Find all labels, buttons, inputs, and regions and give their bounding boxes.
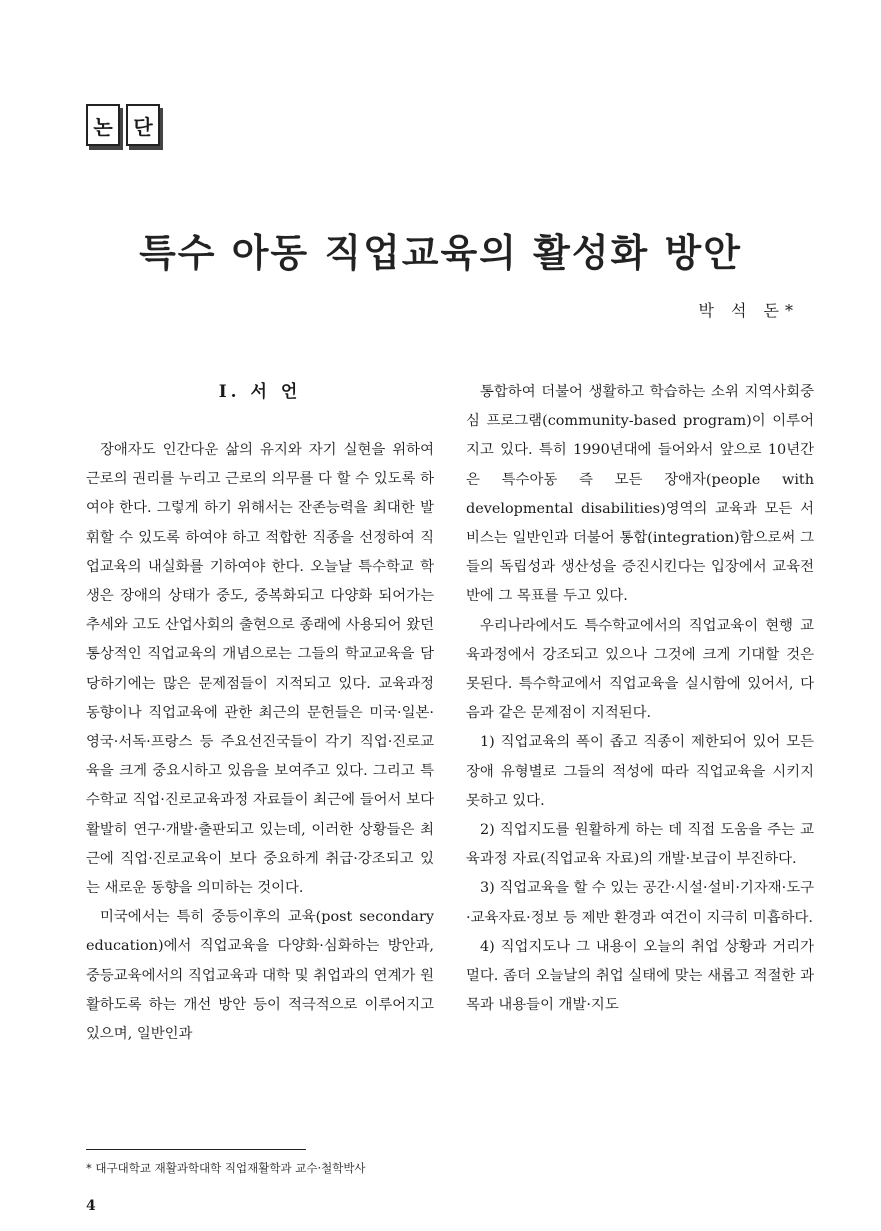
list-item-4: 4) 직업지도나 그 내용이 오늘의 취업 상황과 거리가 멀다. 좀더 오늘날의 취업 실태에 맞는 새롭고 적절한 과목과 내용들이 개발·지도 xyxy=(466,938,814,1014)
list-item-3: 3) 직업교육을 할 수 있는 공간·시설·설비·기자재·도구·교육자료·정보 등 제반 환경과 여건이 지극히 미흡하다. xyxy=(466,880,814,926)
footnote: * 대구대학교 재활과학대학 직업재활학과 교수·철학박사 xyxy=(86,1161,366,1175)
author-name: 박 석 돈* xyxy=(698,301,799,320)
left-paragraph-1: 장애자도 인간다운 삶의 유지와 자기 실현을 위하여 근로의 권리를 누리고 근로의 의무를 다 할 수 있도록 하여야 한다. 그렇게 하기 위해서는 잔존능력을 최대한 발휘할 수 있도록 하여야 하고 적합한 직종을 선정하여 직업교육의 내실화를 기하여야 한다. 오늘날 특수학교 학생은 장애의 상태가 중도, 중복화되고 다양화 되어가는 추세와 고도 산업사회의 출현으로 종래에 사용되어 왔던 통상적인 직업교육의 개념으로는 그들의 학교교육을 담당하기에는 많은 문제점들이 지적되고 있다. 교육과정 동향이나 직업교육에 관한 최근의 문헌들은 미국·일본·영국·서독·프랑스 등 주요선진국들이 각기 직업·진로교육을 크게 중요시하고 있음을 보여주고 있다. 그리고 특수학교 직업·진로교육과정 자료들이 최근에 들어서 보다 활발히 연구·개발·출판되고 있는데, 이러한 상황들은 최근에 직업·진로교육이 보다 중요하게 취급·강조되고 있는 새로운 동향을 의미하는 것이다. xyxy=(86,442,434,897)
badge-char-2: 단 xyxy=(126,104,160,146)
right-paragraph-2: 우리나라에서도 특수학교에서의 직업교육이 현행 교육과정에서 강조되고 있으나 그것에 크게 기대할 것은 못된다. 특수학교에서 직업교육을 실시함에 있어서, 다음과 같은 문제점이 지적된다. xyxy=(466,617,814,722)
badge-char-1: 논 xyxy=(86,104,120,146)
list-item-1: 1) 직업교육의 폭이 좁고 직종이 제한되어 있어 모든 장애 유형별로 그들의 적성에 따라 직업교육을 시키지 못하고 있다. xyxy=(466,734,814,809)
right-paragraph-1: 통합하여 더불어 생활하고 학습하는 소위 지역사회중심 프로그램(community-based program)이 이루어 지고 있다. 특히 1990년대에 들어와서 앞으로 10년간은 특수아동 즉 모든 장애자(people with developmental disabilities)영역의 교육과 모든 서비스는 일반인과 더불어 통합(integration)함으로써 그들의 독립성과 생산성을 증진시킨다는 입장에서 교육전반에 그 목표를 두고 있다. xyxy=(466,384,814,605)
right-column xyxy=(466,378,814,1020)
page-number: 4 xyxy=(86,1198,96,1214)
section-heading: I. 서 언 xyxy=(218,382,302,402)
footnote-divider xyxy=(86,1149,306,1150)
list-item-2: 2) 직업지도를 원활하게 하는 데 직접 도움을 주는 교육과정 자료(직업교육 자료)의 개발·보급이 부진하다. xyxy=(466,822,814,868)
section-badge xyxy=(86,104,160,146)
article-title: 특수 아동 직업교육의 활성화 방안 xyxy=(139,231,742,275)
left-column xyxy=(86,378,434,1049)
left-paragraph-2: 미국에서는 특히 중등이후의 교육(post secondary education)에서 직업교육을 다양화·심화하는 방안과, 중등교육에서의 직업교육과 대학 및 취업과의 연계가 원활하도록 하는 개선 방안 등이 적극적으로 이루어지고 있으며, 일반인과 xyxy=(86,909,434,1043)
